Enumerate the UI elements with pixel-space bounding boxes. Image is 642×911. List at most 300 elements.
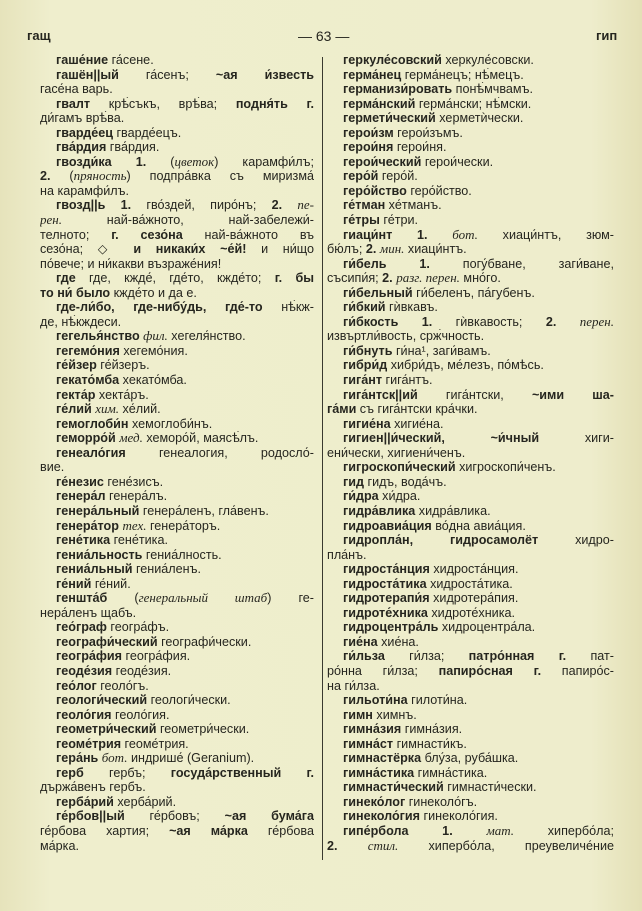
entry-line xyxy=(40,679,314,694)
headword: гинеколо́гия xyxy=(343,809,420,824)
headword: где xyxy=(56,271,76,286)
usage-label: бот. xyxy=(101,751,128,766)
translation: нера́ленъ щабъ. xyxy=(40,605,137,620)
entry-line xyxy=(40,271,314,286)
entry-continuation-line xyxy=(327,679,614,694)
headword: гигроскопи́ческий xyxy=(343,460,456,475)
headword: гид xyxy=(343,474,364,489)
entry-line xyxy=(327,722,614,737)
entry-line xyxy=(40,533,314,548)
entry-line xyxy=(40,548,314,563)
translation: геоде́зия. xyxy=(112,663,172,678)
translation: хидро- xyxy=(538,533,614,548)
headword: гигие́на xyxy=(343,416,391,431)
translation: и ни́що xyxy=(246,242,314,257)
translation: хидра́влика. xyxy=(415,503,491,518)
headword: гидроцентра́ль xyxy=(343,620,439,635)
headword: гера́нь xyxy=(56,751,99,766)
headword: генеало́гия xyxy=(56,445,126,460)
usage-label: пе- xyxy=(297,198,314,213)
entry-line xyxy=(327,577,614,592)
entry-line xyxy=(327,795,614,810)
entry-line xyxy=(327,533,614,548)
headword: гашён||ый xyxy=(56,67,119,82)
headword: ге́тры xyxy=(343,213,380,228)
translation: ) ге- xyxy=(267,591,314,606)
translation: ге́рбова хартия; xyxy=(40,823,170,838)
entry-line xyxy=(40,591,314,606)
translation: ги́беленъ, па́губенъ. xyxy=(412,285,535,300)
headword: ге́рбов||ый xyxy=(56,809,125,824)
entry-line xyxy=(40,344,314,359)
entry-line xyxy=(327,737,614,752)
translation: понѣ́мчвамъ. xyxy=(452,82,533,97)
entry-line xyxy=(327,82,614,97)
headword: геро́йство xyxy=(343,183,407,198)
entry-line xyxy=(327,344,614,359)
headword: географи́ческий xyxy=(56,634,158,649)
headword: гермети́ческий xyxy=(343,111,436,126)
entry-continuation-line xyxy=(40,213,314,228)
entry-line xyxy=(40,358,314,373)
translation: гербъ; xyxy=(83,765,171,780)
headword: ~ая и́звесть xyxy=(215,67,314,82)
entry-line xyxy=(40,402,314,417)
headword: геометри́ческий xyxy=(56,722,157,737)
translation: гидъ, вода́чъ. xyxy=(363,474,447,489)
headword: ге́незис xyxy=(56,474,104,489)
translation: сезо́на; ◇ xyxy=(40,242,134,257)
translation: генера́торъ. xyxy=(146,518,221,533)
usage-label: хим. xyxy=(95,402,120,417)
translation: ди́гамъ врѣ́ва. xyxy=(40,111,125,126)
entry-continuation-line xyxy=(327,446,614,461)
translation: ги́лза; xyxy=(384,649,469,664)
entry-line xyxy=(40,417,314,432)
entry-line xyxy=(40,140,314,155)
translation: на карамфи́лъ. xyxy=(40,183,130,198)
translation: най-ва́жното въ xyxy=(182,227,314,242)
headword: га́ми xyxy=(327,402,357,417)
entry-line xyxy=(327,824,614,839)
headword: ге́йзер xyxy=(56,358,97,373)
entry-line xyxy=(327,708,614,723)
usage-label: стил. xyxy=(367,838,399,853)
entry-line xyxy=(40,504,314,519)
translation: телното; xyxy=(40,227,112,242)
translation: гво́здей, пиро́нъ; xyxy=(131,198,272,213)
translation: бю́лъ; xyxy=(327,242,366,257)
translation xyxy=(453,824,487,838)
headword: гвозд||ь 1. xyxy=(56,198,132,213)
headword: подня́ть г. xyxy=(235,96,314,111)
translation: геометри́чески. xyxy=(156,722,250,737)
translation: герои́ня. xyxy=(393,140,447,155)
translation: ге́ний. xyxy=(91,576,131,591)
translation: ге́три. xyxy=(379,213,419,228)
entry-line xyxy=(327,169,614,184)
entry-continuation-line xyxy=(40,824,314,839)
translation: гимнасти́чески. xyxy=(443,780,537,795)
headword: гипе́рбола 1. xyxy=(343,823,453,838)
entry-continuation-line xyxy=(40,606,314,621)
translation: блу́за, руба́шка. xyxy=(421,751,519,766)
headword: и никаки́х ~е́й! xyxy=(133,242,247,257)
entry-line xyxy=(327,257,614,272)
usage-label: мед. xyxy=(119,431,143,446)
entry-continuation-line xyxy=(40,82,314,97)
usage-label: тех. xyxy=(122,518,147,533)
entry-line xyxy=(40,53,314,68)
translation: гениа́ленъ. xyxy=(132,562,201,577)
translation: гва́рдия. xyxy=(106,140,160,155)
headword: гиаци́нт 1. xyxy=(343,227,428,242)
translation: гасе́на варь. xyxy=(40,82,113,97)
headword: 2. xyxy=(271,198,283,213)
translation: географи́чески. xyxy=(157,634,252,649)
entry-line xyxy=(327,693,614,708)
entry-continuation-line xyxy=(327,402,614,417)
entry-line xyxy=(327,751,614,766)
translation: геоме́трия. xyxy=(121,736,189,751)
entry-line xyxy=(40,198,314,213)
right-guide-word: гип xyxy=(596,28,618,43)
headword: ~ая бума́га xyxy=(224,809,314,824)
translation: геологи́чески. xyxy=(147,693,231,708)
entry-continuation-line xyxy=(40,286,314,301)
headword: ге́лий xyxy=(56,402,92,417)
translation: ро́нна ги́лза; xyxy=(327,663,439,678)
translation: гимнасти́къ. xyxy=(393,736,467,751)
entry-continuation-line xyxy=(327,839,614,854)
entry-line xyxy=(327,519,614,534)
translation: крѣ́съкъ, врѣ́ва; xyxy=(90,96,236,111)
entry-line xyxy=(327,388,614,403)
headword: ги́дра xyxy=(343,489,379,504)
column-divider xyxy=(322,57,323,860)
headword: гимнастёрка xyxy=(343,751,422,766)
entry-line xyxy=(327,766,614,781)
translation: на ги́лза. xyxy=(327,678,380,693)
translation: гениа́лность. xyxy=(142,547,222,562)
usage-label: рен. xyxy=(40,213,62,228)
entry-line xyxy=(40,577,314,592)
translation: ге́йзеръ. xyxy=(96,358,150,373)
translation: държа́венъ гербъ. xyxy=(40,780,146,795)
translation: извъртли́вость, срж́чность. xyxy=(327,329,485,344)
headword: гвозди́ка 1. xyxy=(56,154,147,169)
headword: герба́рий xyxy=(56,794,114,809)
headword: гидроста́нция xyxy=(343,562,430,577)
headword: гениа́льность xyxy=(56,547,143,562)
translation: геро́й. xyxy=(378,169,418,184)
headword: гимна́стика xyxy=(343,765,415,780)
headword: гегелья́нство xyxy=(56,329,140,344)
translation: хидротера́пия. xyxy=(429,591,519,606)
translation: хипербо́ла; xyxy=(514,823,614,838)
translation: герои́зъмъ. xyxy=(393,125,463,140)
entry-line xyxy=(327,475,614,490)
entry-line xyxy=(327,228,614,243)
entry-continuation-line xyxy=(40,169,314,184)
translation: герои́чески. xyxy=(421,154,494,169)
headword: гига́нт xyxy=(343,373,383,388)
entry-line xyxy=(40,664,314,679)
headword: ги́льза xyxy=(343,649,385,664)
usage-label: мат. xyxy=(486,823,515,838)
entry-line xyxy=(40,489,314,504)
translation: мно́го. xyxy=(459,271,501,286)
headword: гинеко́лог xyxy=(343,794,406,809)
translation: гинеколо́гия. xyxy=(419,809,498,824)
headword: геморро́й xyxy=(56,431,116,446)
translation: гига́нтъ. xyxy=(382,373,433,388)
headword: папиро́сная г. xyxy=(438,663,542,678)
translation: геро́йство. xyxy=(406,183,472,198)
headword: гегемо́ния xyxy=(56,343,120,358)
left-guide-word: гащ xyxy=(27,28,51,43)
headword: гидропла́н, гидросамолёт xyxy=(343,533,539,548)
headword: 2. xyxy=(40,169,51,184)
headword: гидроста́тика xyxy=(343,576,427,591)
translation: хидроста́тика. xyxy=(426,576,513,591)
translation: гига́нтски, xyxy=(417,387,532,402)
headword: гие́на xyxy=(343,634,378,649)
translation: га́сенъ; xyxy=(118,67,216,82)
entry-line xyxy=(40,708,314,723)
entry-line xyxy=(40,388,314,403)
translation: хе́лий. xyxy=(119,402,161,417)
translation: геоло́гъ. xyxy=(96,678,149,693)
translation: пла́нъ. xyxy=(327,547,367,562)
translation xyxy=(282,198,297,212)
translation: гене́тика. xyxy=(110,533,168,548)
translation: папиро́с- xyxy=(541,663,614,678)
headword: 2. xyxy=(327,838,338,853)
headword: патро́нная г. xyxy=(468,649,567,664)
headword: ги́бнуть xyxy=(343,343,393,358)
entry-line xyxy=(327,140,614,155)
entry-continuation-line xyxy=(40,257,314,272)
entry-line xyxy=(40,519,314,534)
usage-label: бот. xyxy=(452,227,478,242)
translation: хибри́дъ, ме́лезъ, по́мѣсь. xyxy=(387,358,544,373)
entry-line xyxy=(40,562,314,577)
translation: геогра́фия. xyxy=(122,649,191,664)
translation: герма́нски; нѣ́мски. xyxy=(415,96,532,111)
entry-line xyxy=(327,431,614,446)
headword: геркуле́совский xyxy=(343,53,442,67)
translation: геогра́фъ. xyxy=(106,620,170,635)
translation: индрише́ (Geranium). xyxy=(127,751,255,766)
entry-line xyxy=(40,722,314,737)
entry-line xyxy=(327,460,614,475)
entry-line xyxy=(40,751,314,766)
entry-continuation-line xyxy=(40,228,314,243)
headword: ги́бкий xyxy=(343,300,386,315)
entry-line xyxy=(327,111,614,126)
translation: херба́рий. xyxy=(113,794,177,809)
headword: то ни́ было xyxy=(40,285,111,300)
headword: гимн xyxy=(343,707,373,722)
usage-label: фил. xyxy=(143,329,168,344)
translation: хегемо́ния. xyxy=(119,343,188,358)
entry-line xyxy=(327,780,614,795)
headword: геоме́трия xyxy=(56,736,122,751)
translation: съ гига́нтски кра́чки. xyxy=(356,402,478,417)
translation: хиаци́нтъ. xyxy=(404,242,467,257)
translation: генеалогия, родосло́- xyxy=(125,445,314,460)
translation: ге́рбова xyxy=(247,823,314,838)
translation: гимна́зия. xyxy=(401,722,463,737)
translation: гилоти́на. xyxy=(407,693,468,708)
entry-line xyxy=(327,358,614,373)
translation: где, кжде́, где́то, кжде́то; xyxy=(75,271,275,286)
entry-line xyxy=(327,504,614,519)
entry-line xyxy=(40,635,314,650)
translation: хиаци́нтъ, зюм- xyxy=(477,227,614,242)
translation: во́дна авиа́ция. xyxy=(431,518,526,533)
entry-line xyxy=(327,649,614,664)
headword: госуда́рственный г. xyxy=(170,765,314,780)
entry-line xyxy=(327,213,614,228)
entry-continuation-line xyxy=(40,839,314,854)
translation: хие́на. xyxy=(377,634,419,649)
translation: де, нѣ́кждеси. xyxy=(40,314,122,329)
headword: 2. xyxy=(545,314,557,329)
translation: най-ва́жното, най-забележи́- xyxy=(61,213,314,228)
entry-line xyxy=(40,431,314,446)
entry-line xyxy=(327,198,614,213)
headword: геоло́гия xyxy=(56,707,112,722)
headword: геро́й xyxy=(343,169,379,184)
translation xyxy=(338,839,368,853)
headword: г. сезо́на xyxy=(111,227,183,242)
entry-line xyxy=(40,693,314,708)
translation: хи́дра. xyxy=(378,489,421,504)
translation: хегеля́нство. xyxy=(167,329,246,344)
usage-label: мин. xyxy=(379,242,405,257)
headword: ги́бельный xyxy=(343,285,413,300)
translation: погу́бване, заги́ване, xyxy=(429,256,614,271)
headword: гва́рдия xyxy=(56,140,107,155)
translation: хипербо́ла, преувеличе́ние xyxy=(398,838,614,853)
entry-line xyxy=(327,53,614,68)
entry-continuation-line xyxy=(40,242,314,257)
translation: га́сене. xyxy=(108,53,154,67)
entry-line xyxy=(327,184,614,199)
translation: хекта́ръ. xyxy=(95,387,149,402)
translation: хигроскопи́ченъ. xyxy=(455,460,556,475)
translation: хидроцентра́ла. xyxy=(438,620,536,635)
entry-continuation-line xyxy=(327,329,614,344)
translation: ) карамфи́лъ; xyxy=(214,154,314,169)
translation: генера́ленъ, гла́венъ. xyxy=(139,503,269,518)
headword: где-ли́бо, где-нибу́дь, где́-то xyxy=(56,300,263,315)
headword: гибри́д xyxy=(343,358,388,373)
headword: гекта́р xyxy=(56,387,96,402)
headword: 2. xyxy=(382,271,393,286)
entry-line xyxy=(327,97,614,112)
translation: гѝвкавъ. xyxy=(385,300,438,315)
headword: ги́бкость 1. xyxy=(343,314,433,329)
entry-line xyxy=(327,591,614,606)
headword: генера́тор xyxy=(56,518,119,533)
entry-continuation-line xyxy=(40,460,314,475)
headword: гимна́ст xyxy=(343,736,394,751)
entry-line xyxy=(327,155,614,170)
entry-line xyxy=(40,475,314,490)
entry-line xyxy=(40,329,314,344)
entry-line xyxy=(40,68,314,83)
entry-line xyxy=(327,126,614,141)
headword: герма́нец xyxy=(343,67,402,82)
headword: гварде́ец xyxy=(56,125,113,140)
translation: ( xyxy=(107,591,139,606)
translation: ги́на¹, заги́вамъ. xyxy=(392,343,491,358)
headword: генера́льный xyxy=(56,503,140,518)
entry-line xyxy=(40,649,314,664)
translation: гварде́ецъ. xyxy=(112,125,182,140)
translation: ( xyxy=(50,169,74,184)
headword: геогра́фия xyxy=(56,649,122,664)
entry-line xyxy=(40,795,314,810)
headword: гидроте́хника xyxy=(343,605,428,620)
translation: нѣ́кж- xyxy=(262,300,314,315)
translation: ени́чески, хигиени́ченъ. xyxy=(327,445,466,460)
usage-label: пряность xyxy=(73,169,127,184)
entry-line xyxy=(40,737,314,752)
entry-line xyxy=(327,300,614,315)
entry-line xyxy=(327,286,614,301)
entry-line xyxy=(327,373,614,388)
entry-line xyxy=(40,620,314,635)
headword: ги́бель 1. xyxy=(343,256,430,271)
translation: хеморо́й, маясѣ́лъ. xyxy=(142,431,259,446)
headword: гимна́зия xyxy=(343,722,402,737)
headword: гига́нтск||ий xyxy=(343,387,418,402)
headword: геоде́зия xyxy=(56,663,113,678)
entry-continuation-line xyxy=(40,315,314,330)
translation: ) подпра́вка съ миризма́ xyxy=(126,169,314,184)
entry-continuation-line xyxy=(40,184,314,199)
translation: гене́зисъ. xyxy=(103,474,164,489)
headword: ге́ний xyxy=(56,576,92,591)
headword: гео́лог xyxy=(56,678,97,693)
translation: генера́лъ. xyxy=(105,489,168,504)
entry-line xyxy=(40,126,314,141)
headword: герои́ческий xyxy=(343,154,422,169)
entry-line xyxy=(327,620,614,635)
entry-continuation-line xyxy=(40,780,314,795)
entry-line xyxy=(40,766,314,781)
translation: херкуле́совски. xyxy=(441,53,534,67)
headword: гемоглоби́н xyxy=(56,416,129,431)
entry-line xyxy=(40,300,314,315)
translation xyxy=(556,315,579,329)
usage-label: разг. перен. xyxy=(396,271,460,286)
entry-line xyxy=(40,809,314,824)
translation: по́вече; и ни́какви възраже́ния! xyxy=(40,256,222,271)
left-column xyxy=(40,53,314,853)
translation: герма́нецъ; нѣ́мецъ. xyxy=(401,67,524,82)
translation: ге́рбовъ; xyxy=(124,809,225,824)
headword: германизи́ровать xyxy=(343,82,453,97)
usage-label: генеральный штаб xyxy=(138,591,268,606)
headword: геологи́ческий xyxy=(56,693,148,708)
translation: хидроте́хника. xyxy=(427,605,516,620)
entry-continuation-line xyxy=(327,548,614,563)
